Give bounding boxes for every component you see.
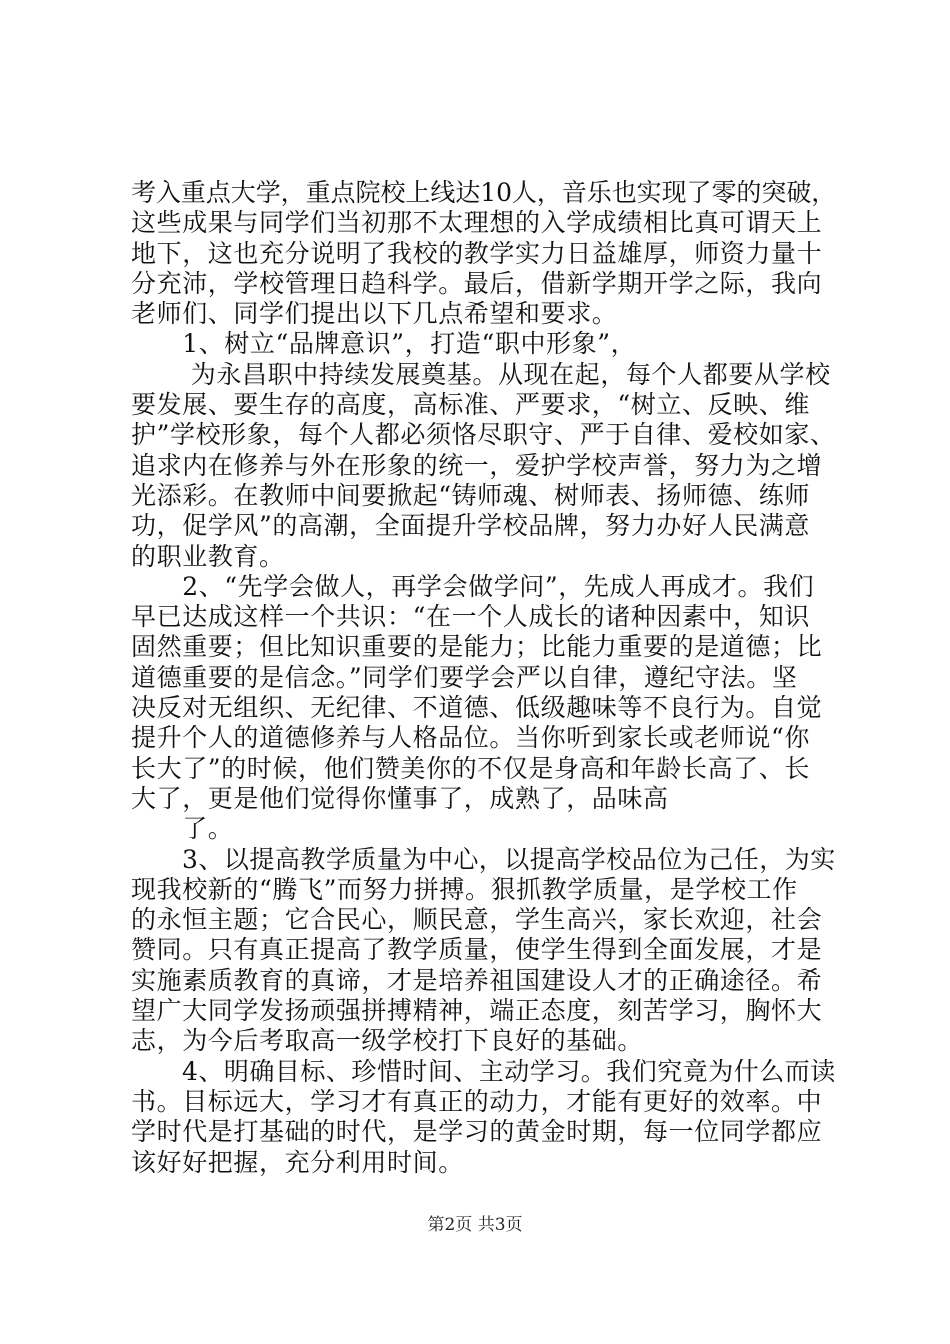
- text-line: 长大了”的时候，他们赞美你的不仅是身高和年龄长高了、长: [131, 753, 810, 783]
- text-line: 4、明确目标、珍惜时间、主动学习。我们究竟为什么而读: [131, 1056, 836, 1086]
- text-line: 护”学校形象，每个人都必须恪尽职守、严于自律、爱校如家、: [131, 420, 836, 450]
- text-line: 决反对无组织、无纪律、不道德、低级趣味等不良行为。自觉: [131, 693, 823, 723]
- text-line: 2、“先学会做人，再学会做学问”，先成人再成才。我们: [131, 571, 815, 601]
- text-line: 功，促学风”的高潮，全面提升学校品牌，努力办好人民满意: [131, 511, 810, 541]
- body-text: [131, 178, 836, 1178]
- text-line: 学时代是打基础的时代，是学习的黄金时期，每一位同学都应: [131, 1117, 823, 1147]
- text-line: 道德重要的是信念。”同学们要学会严以自律，遵纪守法。坚: [131, 662, 798, 692]
- text-line: 志，为今后考取高一级学校打下良好的基础。: [131, 1026, 644, 1056]
- text-line: 老师们、同学们提出以下几点希望和要求。: [131, 299, 618, 329]
- text-line: 固然重要；但比知识重要的是能力；比能力重要的是道德；比: [131, 632, 823, 662]
- text-line: 分充沛，学校管理日趋科学。最后，借新学期开学之际，我向: [131, 268, 823, 298]
- page-footer: 第2页 共3页: [427, 1215, 523, 1235]
- text-line: 考入重点大学，重点院校上线达10人，音乐也实现了零的突破，: [131, 178, 837, 207]
- text-line: 了。: [131, 814, 234, 844]
- text-line: 光添彩。在教师中间要掀起“铸师魂、树师表、扬师德、练师: [131, 480, 810, 510]
- text-line: 现我校新的“腾飞”而努力拼搏。狠抓教学质量，是学校工作: [131, 874, 798, 904]
- text-line: 大了，更是他们觉得你懂事了，成熟了，品味高: [131, 783, 669, 813]
- text-line: 提升个人的道德修养与人格品位。当你听到家长或老师说“你: [131, 723, 810, 753]
- text-line: 要发展、要生存的高度，高标准、严要求，“树立、反映、维: [131, 390, 810, 420]
- text-line: 书。目标远大，学习才有真正的动力，才能有更好的效率。中: [131, 1086, 823, 1116]
- text-line: 的职业教育。: [131, 541, 285, 571]
- text-line: 这些成果与同学们当初那不太理想的入学成绩相比真可谓天上: [131, 208, 823, 238]
- text-line: 为永昌职中持续发展奠基。从现在起，每个人都要从学校: [131, 359, 831, 389]
- text-line: 望广大同学发扬顽强拼搏精神，端正态度，刻苦学习，胸怀大: [131, 996, 823, 1026]
- text-line: 实施素质教育的真谛，才是培养祖国建设人才的正确途径。希: [131, 965, 823, 995]
- text-line: 地下，这也充分说明了我校的教学实力日益雄厚，师资力量十: [131, 238, 823, 268]
- text-line: 1、树立“品牌意识”，打造“职中形象”，: [131, 329, 637, 359]
- text-line: 的永恒主题；它合民心，顺民意，学生高兴，家长欢迎，社会: [131, 905, 823, 935]
- text-line: 早已达成这样一个共识：“在一个人成长的诸种因素中，知识: [131, 602, 810, 632]
- text-line: 赞同。只有真正提高了教学质量，使学生得到全面发展，才是: [131, 935, 823, 965]
- text-line: 该好好把握，充分利用时间。: [131, 1147, 464, 1177]
- text-line: 3、以提高教学质量为中心，以提高学校品位为己任，为实: [131, 844, 836, 874]
- text-line: 追求内在修养与外在形象的统一，爱护学校声誉，努力为之增: [131, 450, 823, 480]
